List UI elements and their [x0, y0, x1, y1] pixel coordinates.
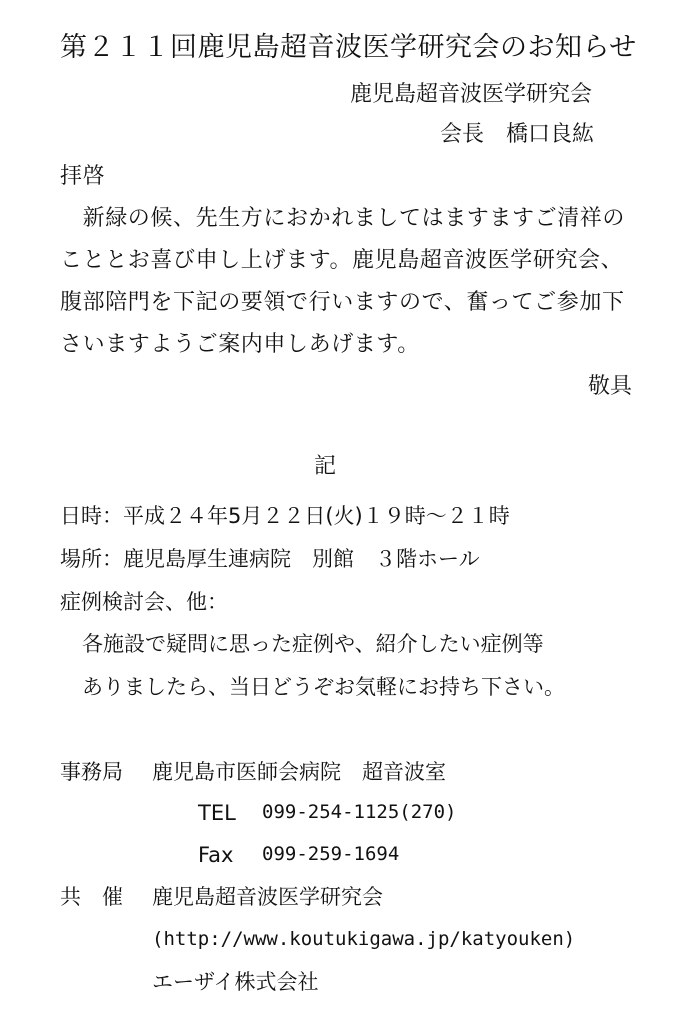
office-name: 鹿児島市医師会病院 超音波室 — [152, 760, 446, 784]
sponsor-company: エーザイ株式会社 — [152, 970, 319, 994]
president-name: 会長 橋口良紘 — [440, 122, 595, 147]
letter-line: さいますようご案内申しあげます。 — [60, 332, 420, 357]
letter-opening: 拝啓 — [60, 164, 106, 189]
cases-text-line: ありましたら、当日どうぞお気軽にお持ち下さい。 — [82, 675, 565, 699]
sponsor-organization: 鹿児島超音波医学研究会 — [152, 885, 383, 909]
office-fax: 099-259-1694 — [262, 843, 400, 865]
letter-closing: 敬具 — [588, 374, 633, 399]
letter-line: 新緑の候、先生方におかれましてはますますご清祥の — [60, 206, 626, 231]
sponsor-url: (http://www.koutukigawa.jp/katyouken) — [152, 928, 576, 950]
office-fax-label: Fax — [198, 843, 234, 867]
ki-heading: 記 — [314, 454, 337, 479]
cases-text-line: 各施設で疑問に思った症例や、紹介したい症例等 — [82, 632, 544, 656]
letter-line: 腹部陪門を下記の要領で行いますので、奮ってご参加下 — [60, 290, 625, 315]
page-title: 第２１１回鹿児島超音波医学研究会のお知らせ — [60, 32, 637, 63]
organization-name: 鹿児島超音波医学研究会 — [350, 82, 593, 107]
sponsor-label: 共 催 — [60, 885, 123, 909]
office-tel-label: TEL — [198, 801, 236, 825]
office-tel: 099-254-1125(270) — [262, 801, 457, 823]
cases-heading: 症例検討会、他： — [60, 590, 228, 614]
event-venue: 場所：鹿児島厚生連病院 別館 ３階ホール — [60, 547, 480, 571]
letter-line: こととお喜び申し上げます。鹿児島超音波医学研究会、 — [60, 248, 624, 273]
office-label: 事務局 — [60, 760, 123, 784]
event-datetime: 日時：平成２４年5月２２日(火)１９時〜２１時 — [60, 504, 510, 528]
